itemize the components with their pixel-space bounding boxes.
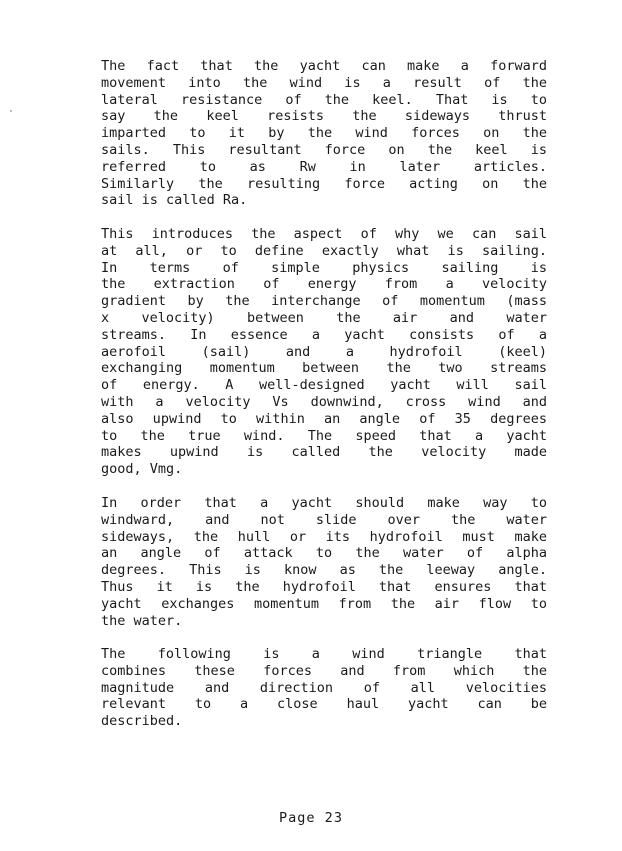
text-line: In terms of simple physics sailing is	[101, 259, 547, 276]
text-line: In order that a yacht should make way to	[101, 495, 547, 511]
text-line: relevant to a close haul yacht can be	[101, 696, 547, 713]
text-line: gradient by the interchange of momentum (mass	[101, 293, 547, 310]
text-line: say the keel resists the sideways thrust	[101, 108, 547, 125]
text-line: to the true wind. The speed that a yacht	[101, 427, 547, 444]
text-line: windward, and not slide over the water	[101, 511, 547, 528]
text-line: described.	[101, 713, 183, 730]
text-line: the water.	[101, 612, 183, 629]
text-line: good, Vmg.	[101, 461, 183, 478]
text-line: at all, or to define exactly what is sailing.	[101, 242, 547, 259]
text-line: makes upwind is called the velocity made	[101, 444, 547, 461]
text-line: The following is a wind triangle that	[101, 646, 547, 662]
text-line: streams. In essence a yacht consists of a	[101, 326, 547, 343]
text-line: This introduces the aspect of why we can sail	[101, 226, 547, 242]
text-line: magnitude and direction of all velocities	[101, 679, 547, 696]
text-line: movement into the wind is a result of the	[101, 74, 547, 91]
text-line: referred to as Rw in later articles.	[101, 158, 547, 175]
text-line: x velocity) between the air and water	[101, 309, 547, 326]
text-line: yacht exchanges momentum from the air flow to	[101, 595, 547, 612]
text-line: The fact that the yacht can make a forward	[101, 58, 547, 74]
paragraph-leeway-angle	[101, 495, 547, 629]
text-line: sail is called Ra.	[101, 192, 248, 209]
text-line: lateral resistance of the keel. That is to	[101, 91, 547, 108]
text-line: an angle of attack to the water of alpha	[101, 545, 547, 562]
text-line: aerofoil (sail) and a hydrofoil (keel)	[101, 343, 547, 360]
text-line: imparted to it by the wind forces on the	[101, 125, 547, 142]
paragraph-physics-of-sailing	[101, 226, 547, 478]
text-line: exchanging momentum between the two streams	[101, 360, 547, 377]
text-line: with a velocity Vs downwind, cross wind and	[101, 393, 547, 410]
text-line: also upwind to within an angle of 35 degrees	[101, 410, 547, 427]
text-line: the extraction of energy from a velocity	[101, 276, 547, 293]
scan-speck	[10, 110, 12, 112]
paragraph-keel-resistance	[101, 58, 547, 209]
text-line: combines these forces and from which the	[101, 662, 547, 679]
paragraph-wind-triangle	[101, 646, 547, 730]
text-line: Thus it is the hydrofoil that ensures that	[101, 578, 547, 595]
text-line: of energy. A well-designed yacht will sail	[101, 377, 547, 394]
text-line: Similarly the resulting force acting on the	[101, 175, 547, 192]
text-line: sideways, the hull or its hydrofoil must make	[101, 528, 547, 545]
text-line: sails. This resultant force on the keel is	[101, 141, 547, 158]
page-number: Page 23	[279, 810, 343, 826]
text-line: degrees. This is know as the leeway angle.	[101, 562, 547, 579]
